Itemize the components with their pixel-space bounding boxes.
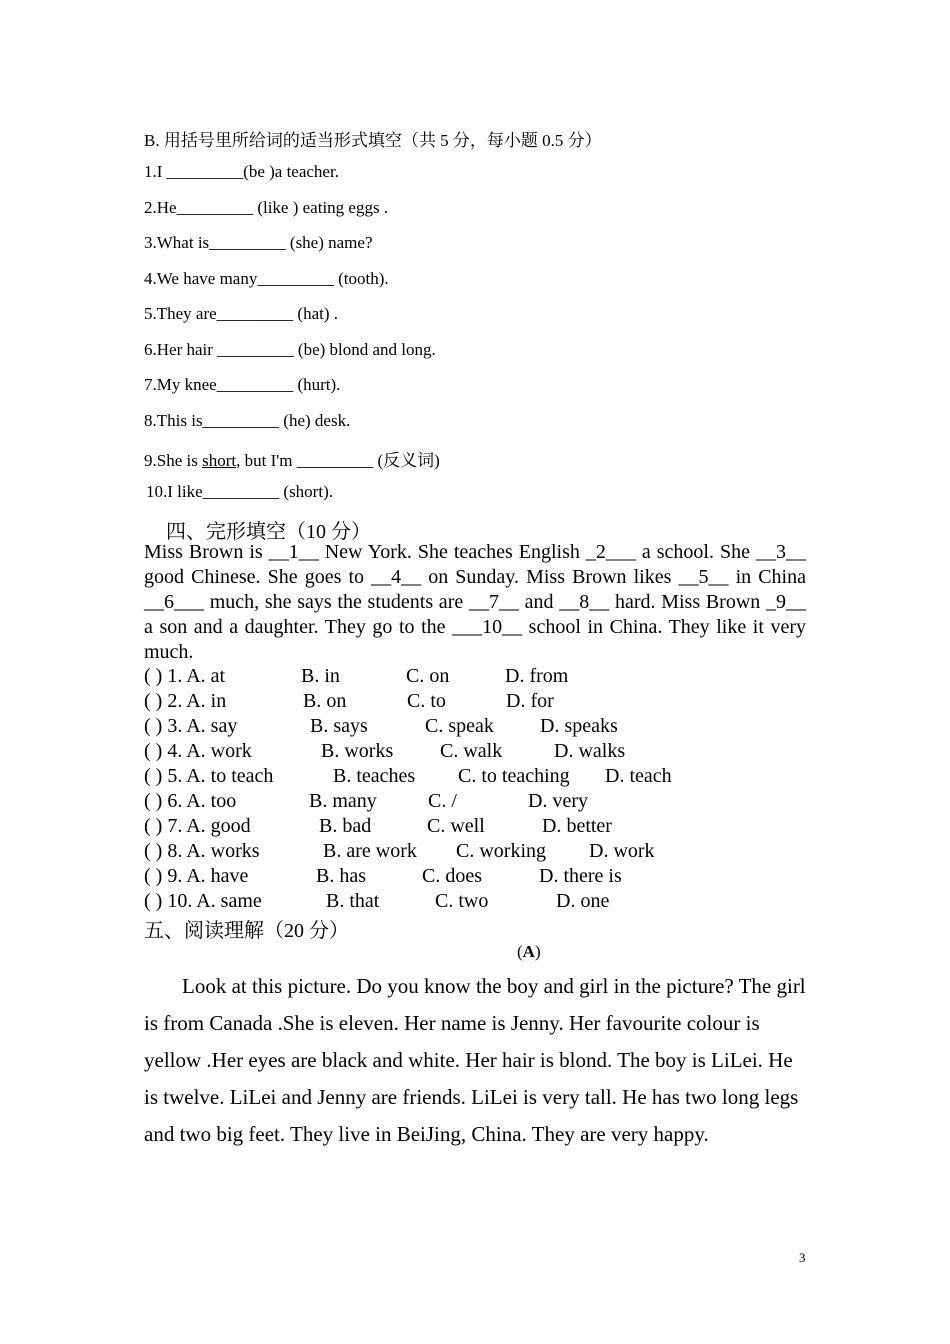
- option-c: C. /: [428, 790, 457, 812]
- question-label: ( ) 9. A. have: [144, 865, 249, 887]
- option-d: D. speaks: [540, 715, 618, 737]
- fill-item: 2.He_________ (like ) eating eggs .: [144, 198, 389, 217]
- option-b: B. many: [309, 790, 377, 812]
- option-d: D. for: [506, 690, 554, 712]
- fill-item: 5.They are_________ (hat) .: [144, 304, 339, 323]
- option-d: D. one: [556, 890, 610, 912]
- reading-title: 五、阅读理解（20 分）: [144, 920, 349, 942]
- fill-item: 6.Her hair _________ (be) blond and long.: [144, 340, 436, 359]
- option-b: B. teaches: [333, 765, 416, 787]
- fill-item: 4.We have many_________ (tooth).: [144, 269, 389, 288]
- page-number: 3: [799, 1250, 806, 1265]
- reading-part-label: (A): [517, 942, 541, 961]
- option-d: D. walks: [554, 740, 626, 762]
- option-c: C. walk: [440, 740, 503, 762]
- fill-item: 10.I like_________ (short).: [146, 482, 333, 501]
- option-d: D. work: [589, 840, 655, 862]
- reading-passage: Look at this picture. Do you know the boy and girl in the picture? The girl is from Canada .She is eleven. Her name is Jenny. Her favourite colour is yellow .Her eyes are black and white. Her hair is blond. The boy is LiLei. He is twelve. LiLei and Jenny are friends. LiLei is very tall. He has two long legs and two big feet. They live in BeiJing, China. They are very happy.: [144, 974, 806, 1146]
- option-b: B. has: [316, 865, 366, 887]
- question-label: ( ) 6. A. too: [144, 790, 237, 812]
- fill-item: 3.What is_________ (she) name?: [144, 233, 373, 252]
- option-d: D. from: [505, 665, 569, 687]
- option-d: D. better: [542, 815, 612, 837]
- option-b: B. bad: [319, 815, 372, 837]
- option-b: B. works: [321, 740, 394, 762]
- option-c: C. well: [427, 815, 485, 837]
- option-d: D. very: [528, 790, 588, 812]
- option-b: B. on: [303, 690, 347, 712]
- section-b-title: B. 用括号里所给词的适当形式填空（共 5 分，每小题 0.5 分）: [144, 131, 602, 150]
- cloze-passage: Miss Brown is __1__ New York. She teaches English _2___ a school. She __3__ good Chinese. She goes to __4__ on Sunday. Miss Brown likes __5__ in China __6___ much, she says the students are __7__ and __8__ hard. Miss Brown _9__ a son and a daughter. They go to the ___10__ school in China. They like it very much.: [144, 541, 806, 663]
- option-b: B. are work: [323, 840, 417, 862]
- option-c: C. does: [422, 865, 482, 887]
- option-c: C. to: [407, 690, 446, 712]
- option-c: C. on: [406, 665, 450, 687]
- option-c: C. speak: [425, 715, 494, 737]
- question-label: ( ) 3. A. say: [144, 715, 238, 737]
- fill-item: 7.My knee_________ (hurt).: [144, 375, 341, 394]
- option-b: B. says: [310, 715, 368, 737]
- option-c: C. two: [435, 890, 489, 912]
- fill-item: 8.This is_________ (he) desk.: [144, 411, 351, 430]
- fill-item: 1.I _________(be )a teacher.: [144, 162, 339, 181]
- question-label: ( ) 4. A. work: [144, 740, 252, 762]
- option-b: B. in: [301, 665, 340, 687]
- question-label: ( ) 5. A. to teach: [144, 765, 274, 787]
- question-label: ( ) 1. A. at: [144, 665, 226, 687]
- question-label: ( ) 10. A. same: [144, 890, 262, 912]
- question-label: ( ) 7. A. good: [144, 815, 251, 837]
- option-c: C. to teaching: [458, 765, 570, 787]
- option-d: D. teach: [605, 765, 672, 787]
- option-c: C. working: [456, 840, 546, 862]
- option-b: B. that: [326, 890, 380, 912]
- option-d: D. there is: [539, 865, 622, 887]
- cloze-title: 四、完形填空（10 分）: [166, 521, 371, 543]
- fill-item-9: 9.She is short, but I'm _________ (反义词): [144, 451, 440, 470]
- question-label: ( ) 2. A. in: [144, 690, 227, 712]
- question-label: ( ) 8. A. works: [144, 840, 260, 862]
